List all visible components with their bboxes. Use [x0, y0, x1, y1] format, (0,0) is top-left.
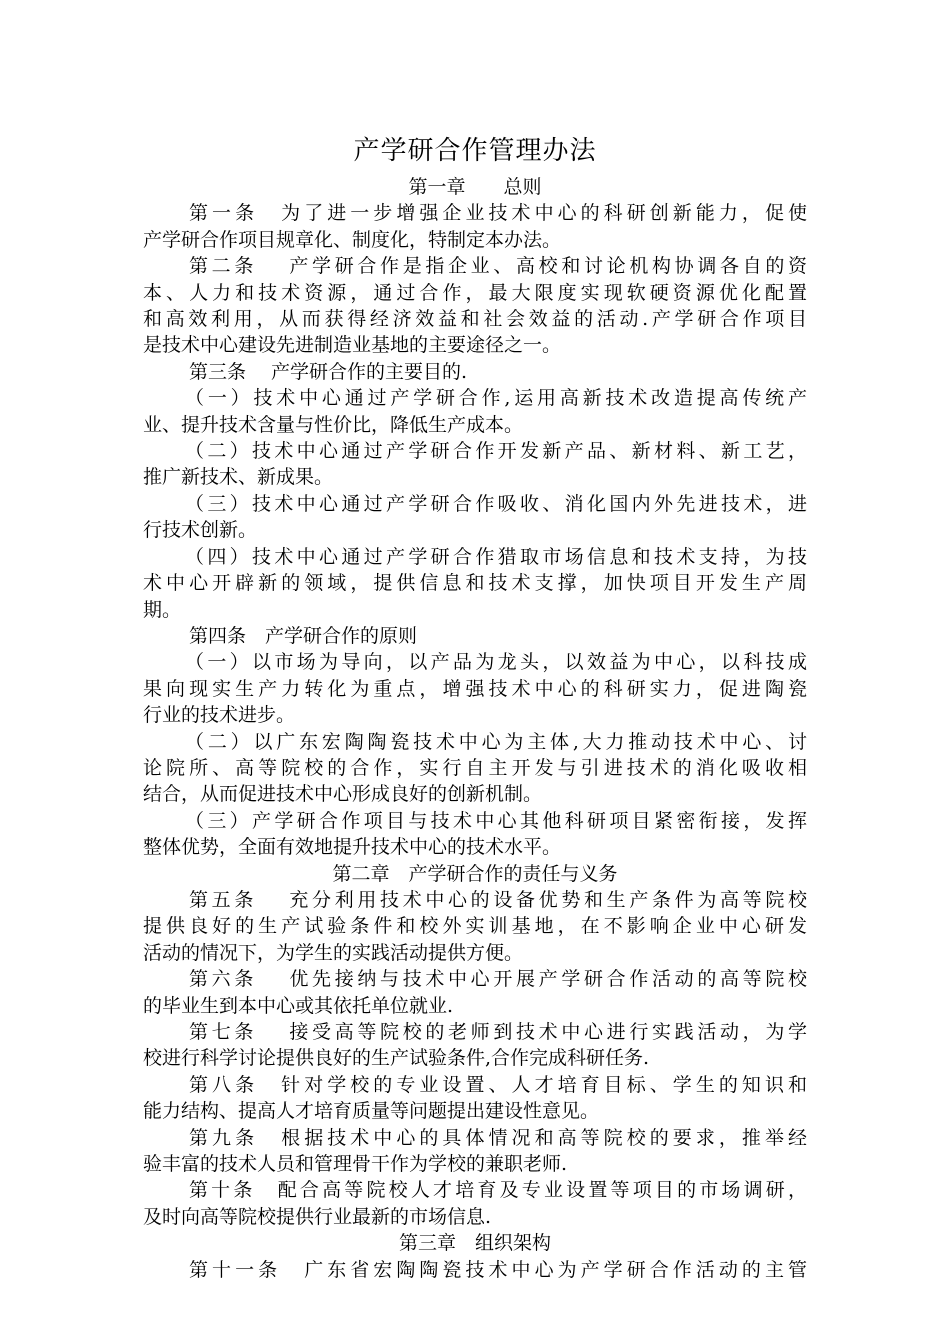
text-line: 第六条 优先接纳与技术中心开展产学研合作活动的高等院校 — [189, 968, 807, 991]
text-line: （四）技术中心通过产学研合作猎取市场信息和技术支持，为技 — [185, 545, 807, 568]
article-7 — [143, 1019, 807, 1072]
text-line: 行业的技术进步。 — [143, 704, 296, 727]
text-line: 是技术中心建设先进制造业基地的主要途径之一。 — [143, 334, 562, 357]
chapter-2-heading: 第二章 产学研合作的责任与义务 — [332, 862, 618, 885]
text-line: 推广新技术、新成果。 — [143, 466, 334, 489]
article-11 — [143, 1257, 807, 1283]
text-line: 第五条 充分利用技术中心的设备优势和生产条件为高等院校 — [189, 888, 807, 911]
text-line: （三）技术中心通过产学研合作吸收、消化国内外先进技术，进 — [185, 492, 807, 515]
text-line: 和高效利用，从而获得经济效益和社会效益的活动.产学研合作项目 — [143, 308, 807, 331]
article-4-item-1 — [143, 649, 807, 728]
text-line: （三）产学研合作项目与技术中心其他科研项目紧密衔接，发挥 — [185, 809, 807, 832]
text-line: 第四条 产学研合作的原则 — [189, 624, 418, 647]
text-line: 第九条 根据技术中心的具体情况和高等院校的要求，推举经 — [189, 1126, 807, 1149]
text-line: 第八条 针对学校的专业设置、人才培育目标、学生的知识和 — [189, 1073, 807, 1096]
text-line: 术中心开辟新的领域，提供信息和技术支撑，加快项目开发生产周 — [143, 572, 807, 595]
text-line: 本、人力和技术资源，通过合作，最大限度实现软硬资源优化配置 — [143, 281, 807, 304]
chapter-1-heading: 第一章 总则 — [408, 176, 542, 198]
text-line: （二）以广东宏陶陶瓷技术中心为主体,大力推动技术中心、讨 — [185, 730, 807, 753]
text-line: 行技术创新。 — [143, 519, 258, 542]
text-line: 第十条 配合高等院校人才培育及专业设置等项目的市场调研， — [189, 1179, 807, 1202]
text-line: 产学研合作项目规章化、制度化，特制定本办法。 — [143, 228, 562, 251]
text-line: 期。 — [143, 598, 182, 621]
text-line: 的毕业生到本中心或其依托单位就业. — [143, 994, 454, 1017]
text-line: 活动的情况下，为学生的实践活动提供方便。 — [143, 941, 524, 964]
article-8 — [143, 1072, 807, 1125]
article-3-item-3 — [143, 491, 807, 544]
article-3-item-2 — [143, 438, 807, 491]
text-line: 论院所、高等院校的合作，实行自主开发与引进技术的消化吸收相 — [143, 756, 807, 779]
text-line: （二）技术中心通过产学研合作开发新产品、新材料、新工艺， — [185, 440, 807, 463]
text-line: 能力结构、提高人才培育质量等问题提出建设性意见。 — [143, 1100, 600, 1123]
text-line: 整体优势，全面有效地提升技术中心的技术水平。 — [143, 836, 562, 859]
text-line: 结合，从而促进技术中心形成良好的创新机制。 — [143, 783, 543, 806]
article-3-item-4 — [143, 544, 807, 623]
article-3 — [143, 359, 807, 385]
text-line: 第一条 为了进一步增强企业技术中心的科研创新能力，促使 — [189, 202, 807, 225]
article-2 — [143, 253, 807, 359]
text-line: 第三条 产学研合作的主要目的. — [189, 360, 468, 383]
article-6 — [143, 966, 807, 1019]
document-title: 产学研合作管理办法 — [353, 136, 597, 166]
article-4-item-2 — [143, 729, 807, 808]
text-line: 第十一条 广东省宏陶陶瓷技术中心为产学研合作活动的主管 — [189, 1258, 807, 1281]
article-3-item-1 — [143, 385, 807, 438]
chapter-3-heading: 第三章 组织架构 — [398, 1232, 551, 1255]
article-10 — [143, 1177, 807, 1230]
text-line: （一）技术中心通过产学研合作,运用高新技术改造提高传统产 — [185, 387, 807, 410]
text-line: 校进行科学讨论提供良好的生产试验条件,合作完成科研任务. — [143, 1047, 650, 1070]
text-line: 验丰富的技术人员和管理骨干作为学校的兼职老师. — [143, 1153, 568, 1176]
text-line: 提供良好的生产试验条件和校外实训基地，在不影响企业中心研发 — [143, 915, 807, 938]
article-4 — [143, 623, 807, 649]
text-line: 业、提升技术含量与性价比，降低生产成本。 — [143, 413, 524, 436]
article-9 — [143, 1125, 807, 1178]
document-page — [143, 128, 807, 1283]
article-5 — [143, 887, 807, 966]
article-1 — [143, 200, 807, 253]
text-line: 第七条 接受高等院校的老师到技术中心进行实践活动，为学 — [189, 1021, 807, 1043]
text-line: 果向现实生产力转化为重点，增强技术中心的科研实力，促进陶瓷 — [143, 677, 807, 700]
text-line: 及时向高等院校提供行业最新的市场信息. — [143, 1205, 492, 1228]
article-4-item-3 — [143, 808, 807, 861]
text-line: （一）以市场为导向，以产品为龙头，以效益为中心，以科技成 — [185, 651, 807, 674]
text-line: 第二条 产学研合作是指企业、高校和讨论机构协调各自的资 — [189, 255, 807, 278]
